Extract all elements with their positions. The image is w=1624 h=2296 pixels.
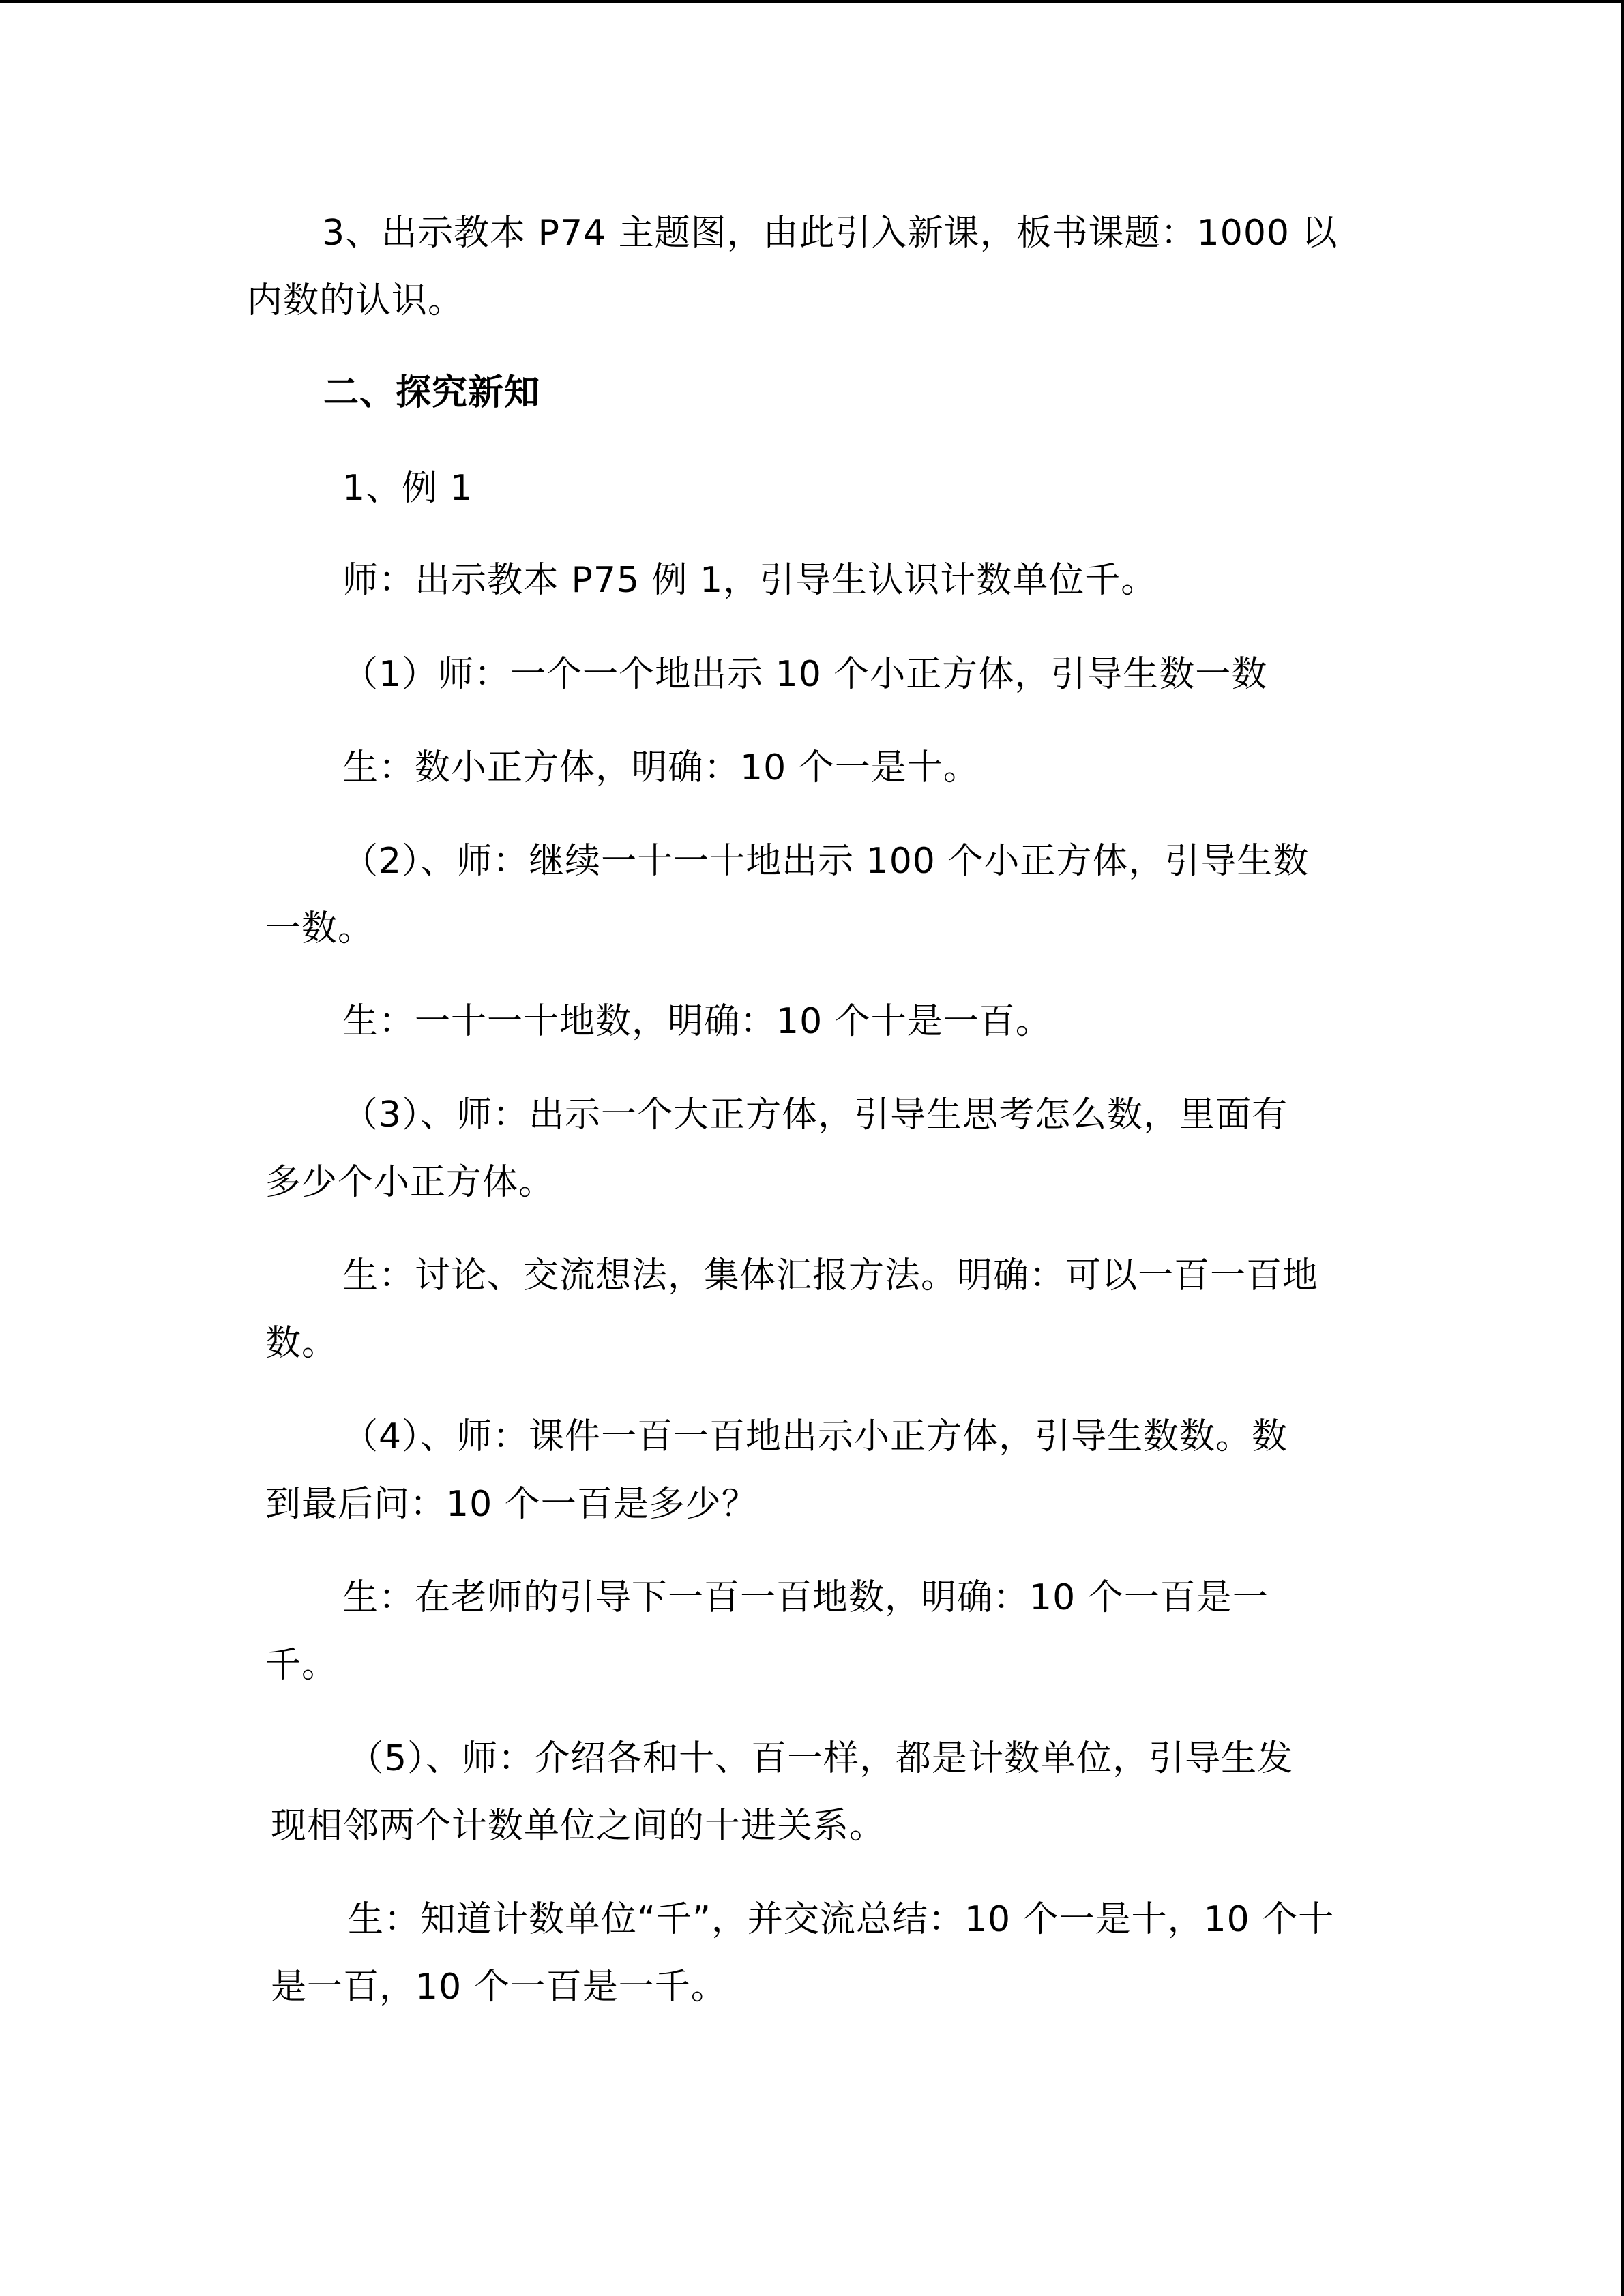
paragraph-line: 1、例 1 bbox=[342, 468, 473, 509]
paragraph-line: 一数。 bbox=[265, 908, 374, 949]
paragraph-line: 是一百，10 个一百是一千。 bbox=[271, 1967, 727, 2008]
page-border-right bbox=[1621, 0, 1624, 2296]
paragraph-line: （4）、师：课件一百一百地出示小正方体，引导生数数。数 bbox=[342, 1416, 1288, 1457]
paragraph-line: 现相邻两个计数单位之间的十进关系。 bbox=[271, 1806, 886, 1847]
paragraph-line: 生：一十一十地数，明确：10 个十是一百。 bbox=[342, 1001, 1052, 1042]
paragraph-line: 师：出示教本 P75 例 1，引导生认识计数单位千。 bbox=[342, 560, 1157, 601]
paragraph-line: 数。 bbox=[265, 1323, 338, 1364]
section-heading: 二、探究新知 bbox=[323, 372, 541, 413]
paragraph-line: （5）、师：介绍各和十、百一样，都是计数单位，引导生发 bbox=[348, 1738, 1294, 1779]
paragraph-line: 内数的认识。 bbox=[247, 280, 464, 321]
paragraph-line: 多少个小正方体。 bbox=[265, 1162, 555, 1203]
paragraph-line: （2）、师：继续一十一十地出示 100 个小正方体，引导生数 bbox=[342, 841, 1310, 882]
paragraph-line: 生：在老师的引导下一百一百地数，明确：10 个一百是一 bbox=[342, 1577, 1269, 1618]
paragraph-line: （3）、师：出示一个大正方体，引导生思考怎么数，里面有 bbox=[342, 1094, 1288, 1135]
page-border-top bbox=[0, 0, 1624, 3]
paragraph-line: 到最后问：10 个一百是多少？ bbox=[265, 1484, 758, 1525]
paragraph-line: 3、出示教本 P74 主题图，由此引入新课，板书课题：1000 以 bbox=[322, 213, 1338, 254]
paragraph-line: 生：数小正方体，明确：10 个一是十。 bbox=[342, 747, 979, 788]
paragraph-line: 千。 bbox=[265, 1645, 338, 1686]
paragraph-line: 生：知道计数单位“千”，并交流总结：10 个一是十，10 个十 bbox=[348, 1899, 1335, 1940]
paragraph-line: 生：讨论、交流想法，集体汇报方法。明确：可以一百一百地 bbox=[342, 1255, 1319, 1296]
paragraph-line: （1）师：一个一个地出示 10 个小正方体，引导生数一数 bbox=[342, 654, 1268, 695]
